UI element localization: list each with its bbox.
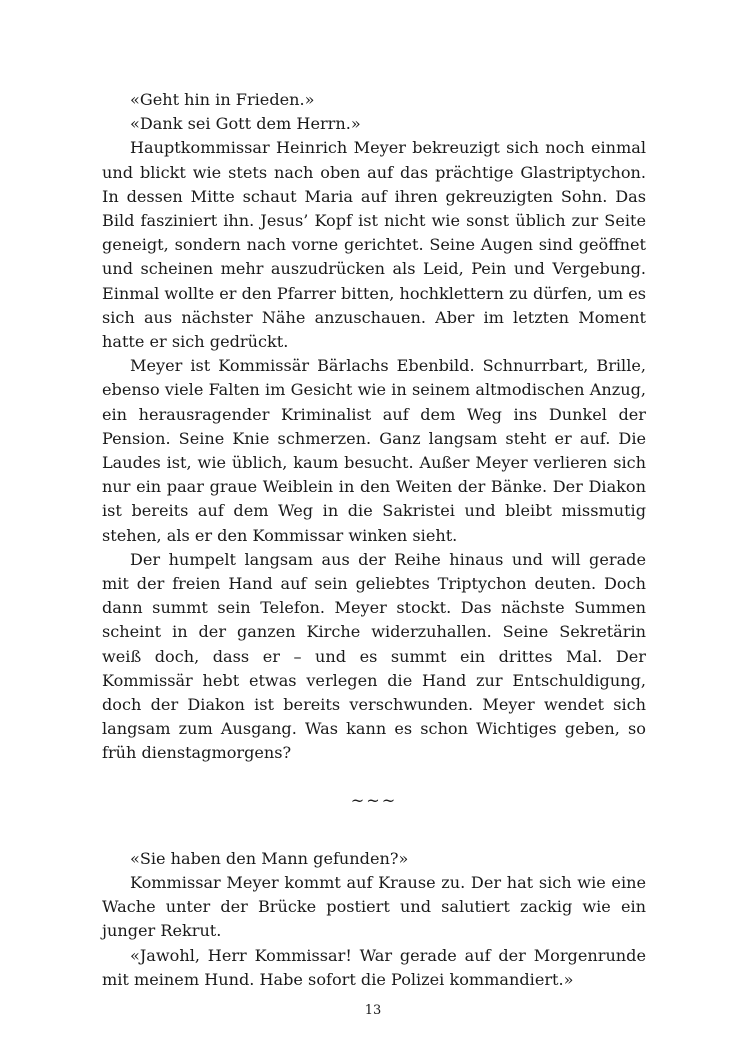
paragraph: Der humpelt langsam aus der Reihe hinaus und will gerade mit der freien Hand auf sein geliebtes Triptychon deuten. Doch dann summt sein Telefon. Meyer stockt. Das nächste Summen scheint in der ganzen Kirche widerzuhallen. Seine Sekretärin weiß doch, dass er – und es summt ein drittes Mal. Der Kommissär hebt etwas verlegen die Hand zur Entschuldigung, doch der Diakon ist bereits verschwunden. Meyer wendet sich langsam zum Ausgang. Was kann es schon Wichtiges geben, so früh dienstagmorgens? <box>102 549 646 763</box>
paragraph: «Geht hin in Frieden.» <box>130 90 315 109</box>
paragraph: «Jawohl, Herr Kommissar! War gerade auf der Morgenrunde mit meinem Hund. Habe sofort die Polizei kommandiert.» <box>102 945 646 989</box>
section-separator: ~~~ <box>350 790 398 810</box>
paragraph: Hauptkommissar Heinrich Meyer bekreuzigt sich noch einmal und blickt wie stets nach oben auf das prächtige Glastriptychon. In dessen Mitte schaut Maria auf ihren gekreuzigten Sohn. Das Bild fasziniert ihn. Jesus’ Kopf ist nicht wie sonst üblich zur Seite geneigt, sondern nach vorne gerichtet. Seine Augen sind geöffnet und scheinen mehr auszudrücken als Leid, Pein und Vergebung. Einmal wollte er den Pfarrer bitten, hochklettern zu dürfen, um es sich aus nächster Nähe anzuschauen. Aber im letzten Moment hatte er sich gedrückt. <box>102 138 646 352</box>
paragraph: «Sie haben den Mann gefunden?» <box>130 848 409 868</box>
paragraph: «Dank sei Gott dem Herrn.» <box>130 114 361 134</box>
page-number: 13 <box>364 1003 382 1018</box>
paragraph: Kommissar Meyer kommt auf Krause zu. Der hat sich wie eine Wache unter der Brücke postiert und salutiert zackig wie ein junger Rekrut. <box>102 872 646 941</box>
page-body <box>102 88 646 992</box>
paragraph: Meyer ist Kommissär Bärlachs Ebenbild. Schnurrbart, Brille, ebenso viele Falten im Gesicht wie in seinem altmodischen Anzug, ein herausragender Kriminalist auf dem Weg ins Dunkel der Pension. Seine Knie schmerzen. Ganz langsam steht er auf. Die Laudes ist, wie üblich, kaum besucht. Außer Meyer verlieren sich nur ein paar graue Weiblein in den Weiten der Bänke. Der Diakon ist bereits auf dem Weg in die Sakristei und bleibt missmutig stehen, als er den Kommissar winken sieht. <box>102 356 646 545</box>
